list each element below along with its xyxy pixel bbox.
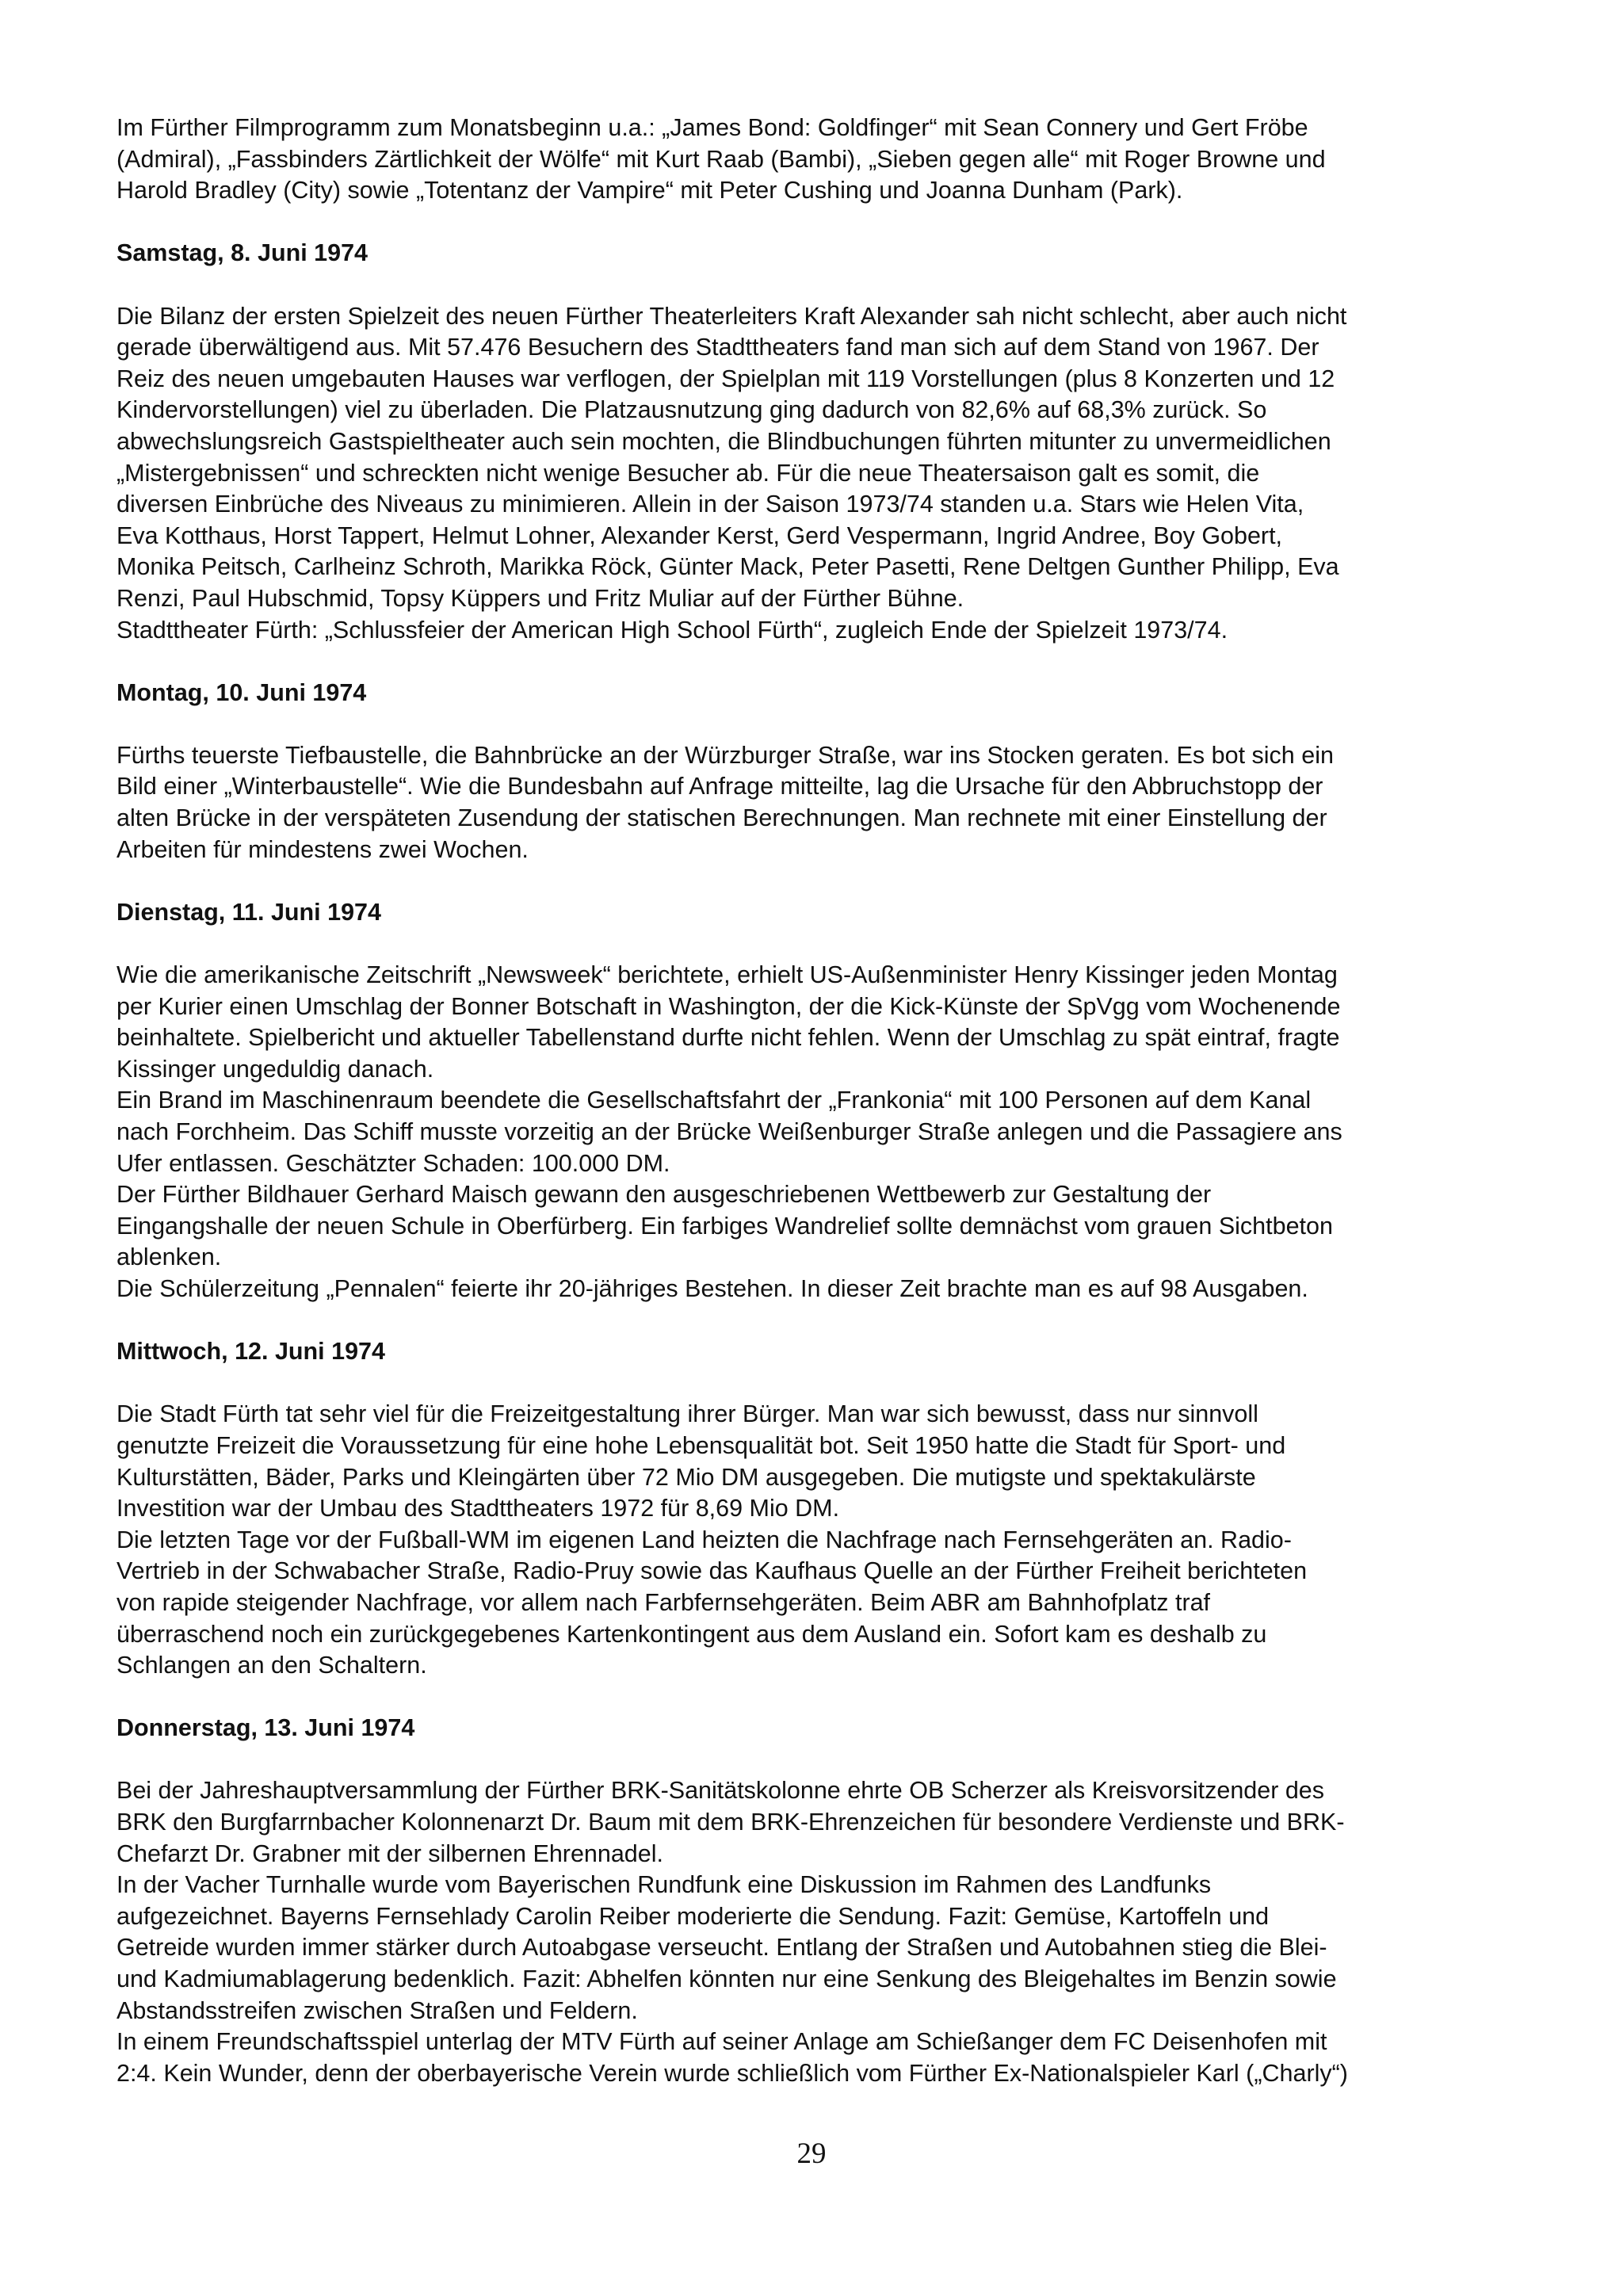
text-line: Kissinger ungeduldig danach. [116, 1055, 434, 1083]
text-line: Bild einer „Winterbaustelle“. Wie die Bundesbahn auf Anfrage mitteilte, lag die Ursache für den Abbruchstopp der [116, 773, 1323, 800]
section-paragraph [116, 1399, 1513, 1681]
text-line: Die Stadt Fürth tat sehr viel für die Freizeitgestaltung ihrer Bürger. Man war sich bewusst, dass nur sinnvoll [116, 1400, 1258, 1428]
text-line: Ufer entlassen. Geschätzter Schaden: 100.000 DM. [116, 1149, 670, 1177]
text-line: Im Fürther Filmprogramm zum Monatsbeginn u.a.: „James Bond: Goldfinger“ mit Sean Connery und Gert Fröbe [116, 114, 1308, 141]
text-line: aufgezeichnet. Bayerns Fernsehlady Carolin Reiber moderierte die Sendung. Fazit: Gemüse, Kartoffeln und [116, 1902, 1270, 1930]
text-line: Schlangen an den Schaltern. [116, 1652, 427, 1679]
text-line: Renzi, Paul Hubschmid, Topsy Küppers und Fritz Muliar auf der Fürther Bühne. [116, 584, 964, 612]
text-line: Harold Bradley (City) sowie „Totentanz der Vampire“ mit Peter Cushing und Joanna Dunham (Park). [116, 177, 1183, 204]
text-line: nach Forchheim. Das Schiff musste vorzeitig an der Brücke Weißenburger Straße anlegen und die Passagiere ans [116, 1118, 1342, 1145]
text-line: per Kurier einen Umschlag der Bonner Botschaft in Washington, der die Kick-Künste der SpVgg vom Wochenende [116, 992, 1341, 1020]
text-line: Chefarzt Dr. Grabner mit der silbernen Ehrennadel. [116, 1839, 663, 1867]
date-heading-samstag: Samstag, 8. Juni 1974 [116, 239, 369, 267]
text-line: Stadttheater Fürth: „Schlussfeier der American High School Fürth“, zugleich Ende der Spielzeit 1973/74. [116, 616, 1228, 644]
section-paragraph [116, 1775, 1513, 2089]
text-line: Ein Brand im Maschinenraum beendete die Gesellschaftsfahrt der „Frankonia“ mit 100 Personen auf dem Kanal [116, 1087, 1312, 1114]
text-line: Die Schülerzeitung „Pennalen“ feierte ihr 20-jähriges Bestehen. In dieser Zeit brachte man es auf 98 Ausgaben. [116, 1274, 1308, 1302]
text-line: Arbeiten für mindestens zwei Wochen. [116, 835, 529, 863]
text-line: genutzte Freizeit die Voraussetzung für eine hohe Lebensqualität bot. Seit 1950 hatte die Stadt für Sport- und [116, 1431, 1286, 1459]
text-line: Kulturstätten, Bäder, Parks und Kleingärten über 72 Mio DM ausgegeben. Die mutigste und spektakulärste [116, 1463, 1256, 1491]
date-heading-montag: Montag, 10. Juni 1974 [116, 678, 367, 706]
text-line: Die letzten Tage vor der Fußball-WM im eigenen Land heizten die Nachfrage nach Fernsehgeräten an. Radio- [116, 1526, 1292, 1553]
text-line: 2:4. Kein Wunder, denn der oberbayerische Verein wurde schließlich vom Fürther Ex-Nationalspieler Karl („Charly“) [116, 2059, 1348, 2087]
page-number: 29 [796, 2137, 827, 2170]
text-line: gerade überwältigend aus. Mit 57.476 Besuchern des Stadttheaters fand man sich auf dem Stand von 1967. Der [116, 334, 1319, 361]
text-line: ablenken. [116, 1244, 222, 1271]
date-heading-dienstag: Dienstag, 11. Juni 1974 [116, 898, 381, 926]
text-line: In einem Freundschaftsspiel unterlag der MTV Fürth auf seiner Anlage am Schießanger dem FC Deisenhofen mit [116, 2028, 1327, 2056]
text-line: In der Vacher Turnhalle wurde vom Bayerischen Rundfunk eine Diskussion im Rahmen des Landfunks [116, 1871, 1212, 1899]
text-line: diversen Einbrüche des Niveaus zu minimieren. Allein in der Saison 1973/74 standen u.a. Stars wie Helen Vita, [116, 491, 1304, 518]
text-line: überraschend noch ein zurückgegebenes Kartenkontingent aus dem Ausland ein. Sofort kam es deshalb zu [116, 1620, 1267, 1648]
text-line: von rapide steigender Nachfrage, vor allem nach Farbfernsehgeräten. Beim ABR am Bahnhofplatz traf [116, 1588, 1211, 1616]
text-line: Getreide wurden immer stärker durch Autoabgase verseucht. Entlang der Straßen und Autobahnen stieg die Blei- [116, 1934, 1327, 1962]
text-line: BRK den Burgfarrnbacher Kolonnenarzt Dr. Baum mit dem BRK-Ehrenzeichen für besondere Verdienste und BRK- [116, 1809, 1345, 1836]
text-line: Eingangshalle der neuen Schule in Oberfürberg. Ein farbiges Wandrelief sollte demnächst vom grauen Sichtbeton [116, 1212, 1333, 1240]
text-line: beinhaltete. Spielbericht und aktueller Tabellenstand durfte nicht fehlen. Wenn der Umschlag zu spät eintraf, fragte [116, 1024, 1340, 1052]
text-line: alten Brücke in der verspäteten Zusendung der statischen Berechnungen. Man rechnete mit einer Einstellung der [116, 804, 1327, 832]
intro-paragraph [116, 113, 1513, 207]
text-line: Reiz des neuen umgebauten Hauses war verflogen, der Spielplan mit 119 Vorstellungen (plus 8 Konzerten und 12 [116, 365, 1335, 392]
date-heading-mittwoch: Mittwoch, 12. Juni 1974 [116, 1338, 385, 1366]
text-line: Wie die amerikanische Zeitschrift „Newsweek“ berichtete, erhielt US-Außenminister Henry Kissinger jeden Montag [116, 961, 1338, 989]
section-paragraph [116, 960, 1513, 1305]
text-line: Monika Peitsch, Carlheinz Schroth, Marikka Röck, Günter Mack, Peter Pasetti, Rene Deltgen Gunther Philipp, Eva [116, 553, 1339, 581]
document-page [116, 113, 1513, 2121]
section-paragraph [116, 740, 1513, 865]
text-line: Abstandsstreifen zwischen Straßen und Feldern. [116, 1996, 638, 2024]
text-line: Die Bilanz der ersten Spielzeit des neuen Fürther Theaterleiters Kraft Alexander sah nicht schlecht, aber auch nicht [116, 302, 1347, 330]
date-heading-donnerstag: Donnerstag, 13. Juni 1974 [116, 1714, 415, 1742]
text-line: Eva Kotthaus, Horst Tappert, Helmut Lohner, Alexander Kerst, Gerd Vespermann, Ingrid Andree, Boy Gobert, [116, 521, 1283, 549]
section-paragraph [116, 301, 1513, 647]
text-line: Fürths teuerste Tiefbaustelle, die Bahnbrücke an der Würzburger Straße, war ins Stocken geraten. Es bot sich ein [116, 741, 1334, 769]
text-line: (Admiral), „Fassbinders Zärtlichkeit der Wölfe“ mit Kurt Raab (Bambi), „Sieben gegen alle“ mit Roger Browne und [116, 145, 1326, 173]
text-line: und Kadmiumablagerung bedenklich. Fazit: Abhelfen könnten nur eine Senkung des Bleigehaltes im Benzin sowie [116, 1966, 1337, 1993]
text-line: Vertrieb in der Schwabacher Straße, Radio-Pruy sowie das Kaufhaus Quelle an der Fürther Freiheit berichteten [116, 1557, 1308, 1585]
text-line: Der Fürther Bildhauer Gerhard Maisch gewann den ausgeschriebenen Wettbewerb zur Gestaltung der [116, 1181, 1212, 1209]
text-line: Bei der Jahreshauptversammlung der Fürther BRK-Sanitätskolonne ehrte OB Scherzer als Kreisvorsitzender des [116, 1777, 1325, 1805]
text-line: Kindervorstellungen) viel zu überladen. Die Platzausnutzung ging dadurch von 82,6% auf 68,3% zurück. So [116, 396, 1267, 424]
text-line: „Mistergebnissen“ und schreckten nicht wenige Besucher ab. Für die neue Theatersaison galt es somit, die [116, 459, 1260, 487]
text-line: abwechslungsreich Gastspieltheater auch sein mochten, die Blindbuchungen führten mitunter zu unvermeidlichen [116, 427, 1331, 455]
text-line: Investition war der Umbau des Stadttheaters 1972 für 8,69 Mio DM. [116, 1495, 840, 1522]
